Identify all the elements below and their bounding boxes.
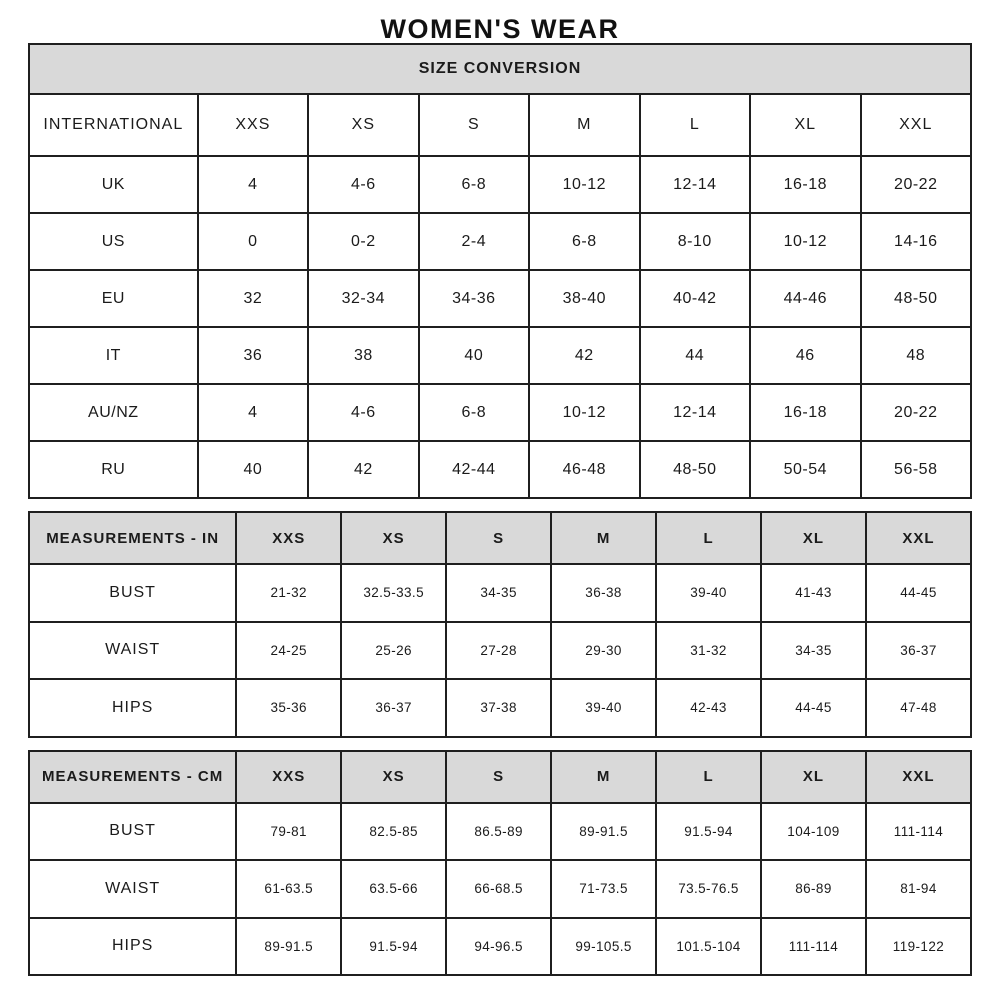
size-cell: 16-18 (750, 384, 860, 441)
table-header-row (29, 512, 971, 564)
column-header-l: L (656, 751, 761, 803)
size-cell: 94-96.5 (446, 918, 551, 976)
size-cell: 48-50 (861, 270, 971, 327)
row-label: AU/NZ (29, 384, 198, 441)
table-row (29, 564, 971, 622)
size-cell: 47-48 (866, 679, 971, 737)
measurements-in-table (28, 511, 972, 738)
table-banner-row (29, 44, 971, 94)
row-label: EU (29, 270, 198, 327)
size-cell: 63.5-66 (341, 860, 446, 918)
size-cell: 73.5-76.5 (656, 860, 761, 918)
size-cell: 44-46 (750, 270, 860, 327)
size-cell: 44-45 (866, 564, 971, 622)
table-row (29, 918, 971, 976)
column-header-xxl: XXL (861, 94, 971, 156)
size-cell: 0-2 (308, 213, 418, 270)
size-cell: 89-91.5 (236, 918, 341, 976)
row-label: WAIST (29, 622, 236, 680)
table-row (29, 860, 971, 918)
table-row (29, 803, 971, 861)
column-header-xl: XL (750, 94, 860, 156)
row-label: US (29, 213, 198, 270)
table-row (29, 384, 971, 441)
row-label: RU (29, 441, 198, 498)
size-cell: 44-45 (761, 679, 866, 737)
size-cell: 0 (198, 213, 308, 270)
size-cell: 56-58 (861, 441, 971, 498)
column-header-xxs: XXS (198, 94, 308, 156)
column-header-s: S (419, 94, 529, 156)
size-cell: 16-18 (750, 156, 860, 213)
size-cell: 41-43 (761, 564, 866, 622)
size-cell: 6-8 (529, 213, 639, 270)
size-cell: 42-44 (419, 441, 529, 498)
size-cell: 6-8 (419, 384, 529, 441)
table-header-row (29, 751, 971, 803)
size-cell: 10-12 (529, 384, 639, 441)
size-cell: 36-37 (341, 679, 446, 737)
column-header-l: L (640, 94, 750, 156)
size-cell: 86-89 (761, 860, 866, 918)
size-cell: 36-37 (866, 622, 971, 680)
table-row (29, 213, 971, 270)
row-label: UK (29, 156, 198, 213)
table-row (29, 441, 971, 498)
size-cell: 111-114 (761, 918, 866, 976)
size-cell: 50-54 (750, 441, 860, 498)
size-cell: 14-16 (861, 213, 971, 270)
size-cell: 4 (198, 384, 308, 441)
size-cell: 36-38 (551, 564, 656, 622)
table-title-banner: SIZE CONVERSION (29, 44, 971, 94)
page-title: WOMEN'S WEAR (380, 14, 620, 44)
column-header-m: M (551, 512, 656, 564)
size-cell: 4 (198, 156, 308, 213)
header-label: INTERNATIONAL (29, 94, 198, 156)
size-conversion-table (28, 43, 972, 499)
size-cell: 31-32 (656, 622, 761, 680)
size-cell: 32 (198, 270, 308, 327)
column-header-xs: XS (308, 94, 418, 156)
size-cell: 12-14 (640, 384, 750, 441)
row-label: IT (29, 327, 198, 384)
size-cell: 25-26 (341, 622, 446, 680)
column-header-xs: XS (341, 751, 446, 803)
size-cell: 10-12 (529, 156, 639, 213)
row-label: HIPS (29, 918, 236, 976)
size-cell: 2-4 (419, 213, 529, 270)
size-cell: 48 (861, 327, 971, 384)
column-header-xs: XS (341, 512, 446, 564)
column-header-xxl: XXL (866, 512, 971, 564)
size-cell: 40-42 (640, 270, 750, 327)
column-header-xxl: XXL (866, 751, 971, 803)
size-cell: 34-35 (761, 622, 866, 680)
size-cell: 42-43 (656, 679, 761, 737)
row-label: HIPS (29, 679, 236, 737)
size-cell: 20-22 (861, 384, 971, 441)
size-cell: 27-28 (446, 622, 551, 680)
size-cell: 34-36 (419, 270, 529, 327)
size-cell: 12-14 (640, 156, 750, 213)
column-header-s: S (446, 751, 551, 803)
row-label: WAIST (29, 860, 236, 918)
size-cell: 38-40 (529, 270, 639, 327)
size-cell: 24-25 (236, 622, 341, 680)
size-cell: 46 (750, 327, 860, 384)
column-header-m: M (529, 94, 639, 156)
size-cell: 44 (640, 327, 750, 384)
size-cell: 39-40 (551, 679, 656, 737)
size-cell: 37-38 (446, 679, 551, 737)
size-cell: 6-8 (419, 156, 529, 213)
size-cell: 48-50 (640, 441, 750, 498)
size-cell: 36 (198, 327, 308, 384)
measurements-cm-table (28, 750, 972, 977)
column-header-xl: XL (761, 751, 866, 803)
size-cell: 66-68.5 (446, 860, 551, 918)
header-label: MEASUREMENTS - CM (29, 751, 236, 803)
column-header-m: M (551, 751, 656, 803)
tables-container (28, 43, 972, 976)
size-cell: 86.5-89 (446, 803, 551, 861)
size-cell: 71-73.5 (551, 860, 656, 918)
size-cell: 61-63.5 (236, 860, 341, 918)
size-cell: 99-105.5 (551, 918, 656, 976)
size-cell: 21-32 (236, 564, 341, 622)
size-cell: 38 (308, 327, 418, 384)
size-cell: 42 (308, 441, 418, 498)
row-label: BUST (29, 803, 236, 861)
column-header-l: L (656, 512, 761, 564)
table-row (29, 327, 971, 384)
size-cell: 34-35 (446, 564, 551, 622)
size-cell: 101.5-104 (656, 918, 761, 976)
size-cell: 119-122 (866, 918, 971, 976)
row-label: BUST (29, 564, 236, 622)
size-cell: 81-94 (866, 860, 971, 918)
column-header-xxs: XXS (236, 751, 341, 803)
column-header-xl: XL (761, 512, 866, 564)
size-cell: 91.5-94 (656, 803, 761, 861)
size-cell: 8-10 (640, 213, 750, 270)
size-cell: 40 (419, 327, 529, 384)
table-row (29, 679, 971, 737)
size-cell: 20-22 (861, 156, 971, 213)
size-cell: 10-12 (750, 213, 860, 270)
table-row (29, 622, 971, 680)
size-cell: 46-48 (529, 441, 639, 498)
column-header-s: S (446, 512, 551, 564)
size-cell: 40 (198, 441, 308, 498)
size-cell: 104-109 (761, 803, 866, 861)
size-cell: 39-40 (656, 564, 761, 622)
column-header-xxs: XXS (236, 512, 341, 564)
size-cell: 82.5-85 (341, 803, 446, 861)
size-cell: 32.5-33.5 (341, 564, 446, 622)
size-cell: 42 (529, 327, 639, 384)
size-cell: 91.5-94 (341, 918, 446, 976)
table-header-row (29, 94, 971, 156)
size-cell: 89-91.5 (551, 803, 656, 861)
size-cell: 79-81 (236, 803, 341, 861)
size-cell: 4-6 (308, 156, 418, 213)
table-row (29, 270, 971, 327)
table-row (29, 156, 971, 213)
size-cell: 32-34 (308, 270, 418, 327)
size-cell: 4-6 (308, 384, 418, 441)
size-cell: 29-30 (551, 622, 656, 680)
size-cell: 111-114 (866, 803, 971, 861)
size-cell: 35-36 (236, 679, 341, 737)
header-label: MEASUREMENTS - IN (29, 512, 236, 564)
